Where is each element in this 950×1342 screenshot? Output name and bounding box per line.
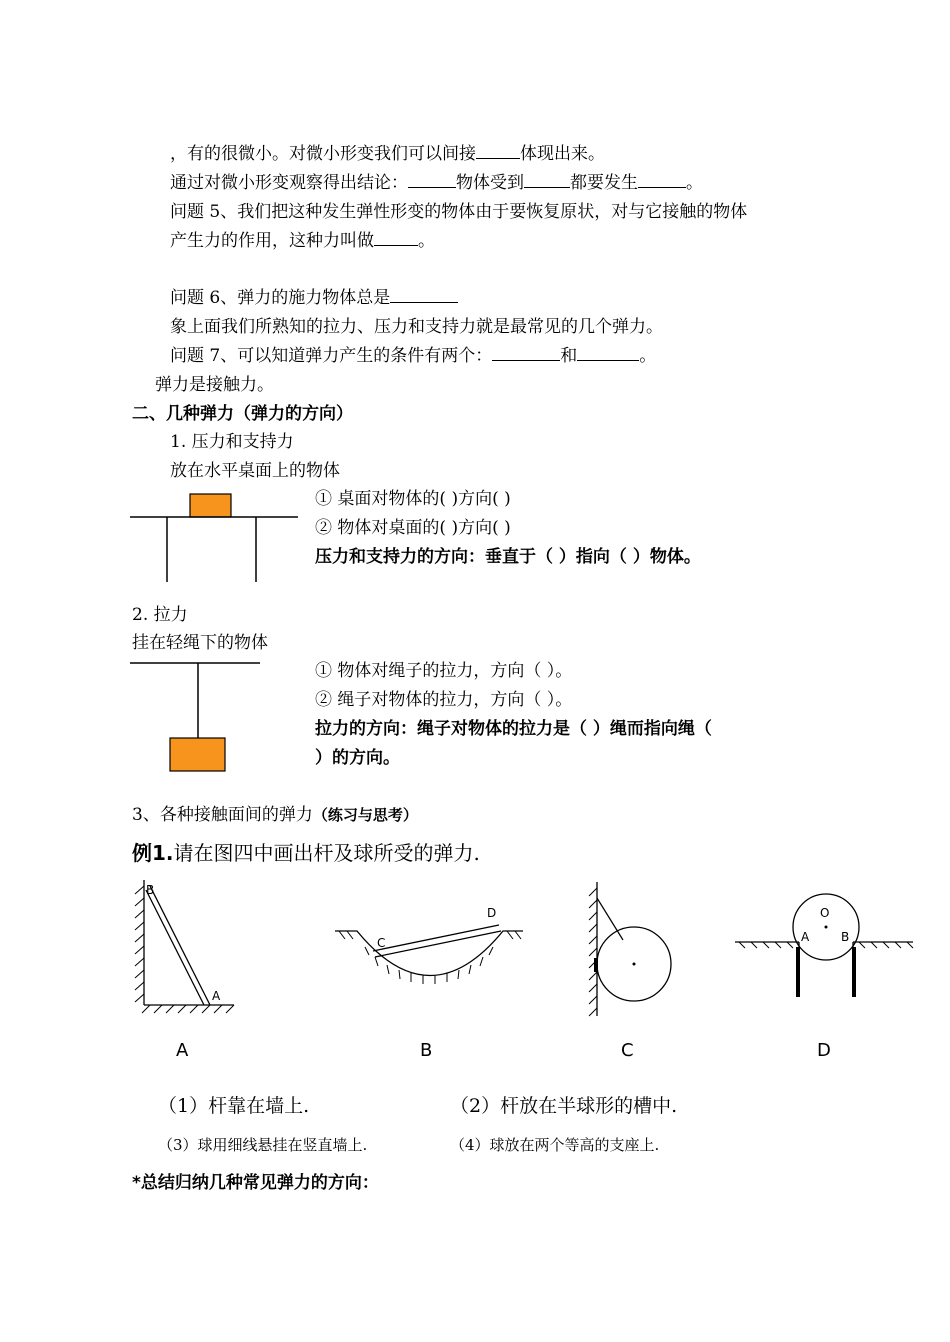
caption-2: （2）杆放在半球形的槽中. [450, 1095, 678, 1117]
example-title [132, 840, 480, 866]
line-8: 弹力是接触力。 [155, 375, 274, 395]
point-a: A [801, 930, 810, 944]
line-2 [170, 172, 703, 194]
caption-4: （4）球放在两个等高的支座上. [450, 1136, 660, 1154]
point-d: D [487, 906, 497, 920]
line-4 [170, 230, 435, 252]
text: ，有的很微小。对微小形变我们可以间接 [170, 144, 476, 164]
table-figure [130, 492, 300, 584]
point-b: B [841, 930, 850, 944]
bold-conclusion-1: 压力和支持力的方向：垂直于（ ）指向（ ）物体。 [315, 547, 701, 567]
point-c: C [377, 936, 386, 950]
hanging-block [170, 738, 225, 771]
bold-conclusion-2b: ）的方向。 [315, 748, 400, 768]
text: 问题 7、可以知道弹力产生的条件有两个： [170, 346, 493, 366]
text: 3、各种接触面间的弹力 [132, 805, 313, 825]
text: 问题 6、弹力的施力物体总是 [170, 288, 391, 308]
text: 。 [639, 346, 657, 366]
blank[interactable] [577, 345, 639, 361]
line-3: 问题 5、我们把这种发生弹性形变的物体由于要恢复原状，对与它接触的物体 [170, 202, 748, 222]
subheading-1-desc: 放在水平桌面上的物体 [170, 461, 340, 481]
figure-label-a: A [176, 1040, 189, 1061]
pull-question-2: ② 绳子对物体的拉力，方向（ ）。 [315, 690, 573, 710]
text: 。 [686, 173, 703, 193]
text: （练习与思考） [312, 806, 418, 824]
question-1: ① 桌面对物体的( )方向( ) [315, 489, 511, 509]
blank[interactable] [408, 172, 456, 188]
point-o: O [820, 906, 830, 920]
text: 和 [560, 346, 578, 366]
figure-label-c: C [621, 1040, 634, 1061]
subheading-2: 2. 拉力 [132, 605, 188, 625]
rope-figure [130, 662, 300, 774]
point-b: B [146, 883, 155, 897]
text: 体现出来。 [520, 144, 605, 164]
point-a: A [212, 989, 221, 1003]
blank[interactable] [638, 172, 686, 188]
blank[interactable] [390, 287, 458, 303]
blank[interactable] [524, 172, 570, 188]
line-1 [170, 143, 605, 165]
figure-a [130, 878, 240, 1018]
text: 产生力的作用，这种力叫做 [170, 231, 374, 251]
pull-question-1: ① 物体对绳子的拉力，方向（ ）。 [315, 661, 573, 681]
subheading-3 [132, 804, 418, 826]
text: 例 [132, 841, 152, 865]
text: 1. [152, 841, 174, 865]
text: 请在图四中画出杆及球所受的弹力. [173, 841, 480, 865]
section-heading: 二、几种弹力（弹力的方向） [132, 404, 353, 424]
blank[interactable] [476, 143, 520, 159]
line-5 [170, 287, 458, 309]
figure-c [585, 880, 680, 1020]
text: 。 [418, 231, 435, 251]
caption-1: （1）杆靠在墙上. [158, 1095, 310, 1117]
subheading-1: 1. 压力和支持力 [170, 432, 294, 452]
blank[interactable] [374, 230, 418, 246]
question-2: ② 物体对桌面的( )方向( ) [315, 518, 511, 538]
blank[interactable] [492, 345, 560, 361]
bold-conclusion-2a: 拉力的方向：绳子对物体的拉力是（ ）绳而指向绳（ [315, 719, 712, 739]
figure-b [335, 895, 525, 1005]
line-7 [170, 345, 656, 367]
text: 都要发生 [570, 173, 638, 193]
figure-d [735, 885, 915, 1000]
block [190, 494, 231, 517]
text: 物体受到 [456, 173, 524, 193]
line-6: 象上面我们所熟知的拉力、压力和支持力就是最常见的几个弹力。 [170, 317, 663, 337]
figure-label-d: D [817, 1040, 831, 1061]
summary-heading: *总结归纳几种常见弹力的方向： [132, 1173, 379, 1193]
subheading-2-desc: 挂在轻绳下的物体 [132, 633, 268, 653]
text: 通过对微小形变观察得出结论： [170, 173, 408, 193]
caption-3: （3）球用细线悬挂在竖直墙上. [158, 1136, 368, 1154]
figure-label-b: B [420, 1040, 433, 1061]
